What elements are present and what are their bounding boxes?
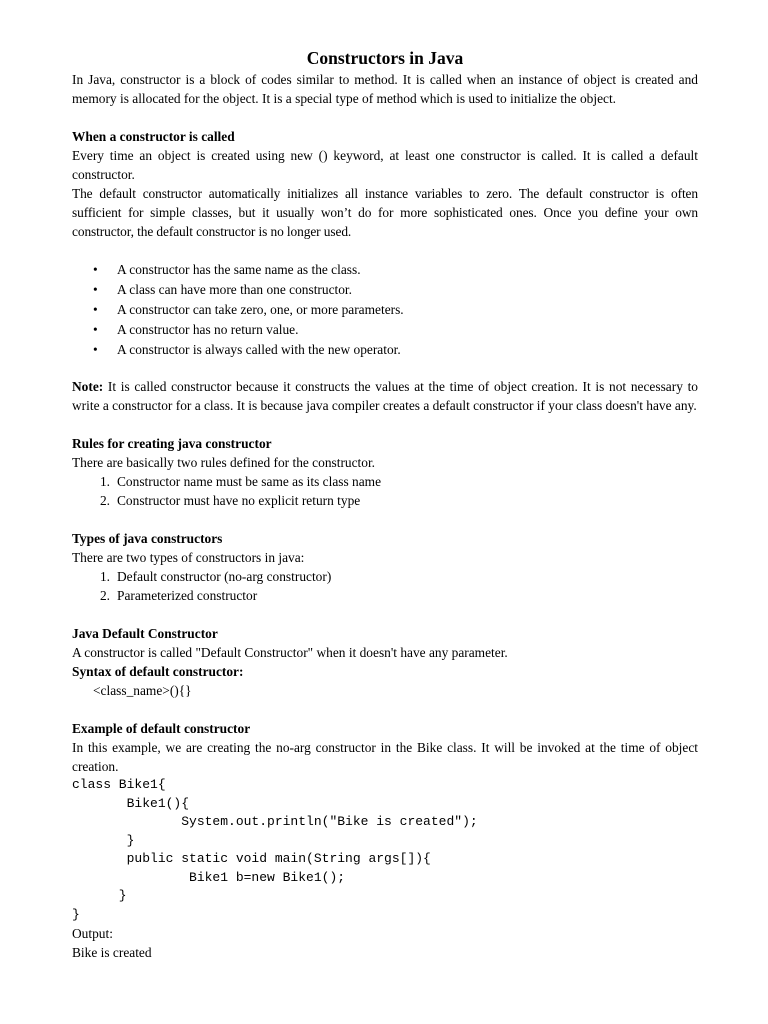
code-line: Bike1 b=new Bike1();: [72, 869, 346, 885]
default-constructor-text: A constructor is called "Default Constructor" when it doesn't have any parameter.: [72, 645, 508, 660]
list-item: [72, 586, 698, 605]
list-item: • A constructor has no return value.: [72, 320, 698, 340]
list-text: Constructor must have no explicit return type: [117, 493, 361, 508]
list-text: Parameterized constructor: [117, 588, 258, 603]
list-item: [72, 472, 698, 491]
list-item: • A constructor is always called with the new operator.: [72, 340, 698, 360]
when-called-heading: When a constructor is called: [72, 129, 235, 144]
list-item: [72, 567, 698, 586]
constructor-facts-list: [72, 260, 698, 360]
syntax-heading: Syntax of default constructor:: [72, 664, 244, 679]
list-text: Constructor name must be same as its class name: [117, 474, 382, 489]
code-line: }: [72, 832, 135, 848]
list-number: 2.: [99, 493, 110, 508]
list-number: 1.: [99, 474, 110, 489]
note-label: Note:: [72, 379, 104, 394]
document-content: [72, 46, 698, 962]
list-item: • A class can have more than one constructor.: [72, 280, 698, 300]
list-number: 1.: [99, 569, 110, 584]
list-item: [72, 491, 698, 510]
example-text: In this example, we are creating the no-arg constructor in the Bike class. It will be invoked at the time of object creation.: [72, 740, 698, 774]
list-number: 2.: [99, 588, 110, 603]
types-heading: Types of java constructors: [72, 531, 223, 546]
intro-paragraph: In Java, constructor is a block of codes similar to method. It is called when an instance of object is created and memory is allocated for the object. It is a special type of method which is used to initialize the object.: [72, 72, 698, 106]
when-called-paragraph-1: Every time an object is created using new () keyword, at least one constructor is called. It is called a default constructor.: [72, 148, 698, 182]
code-line: class Bike1{: [72, 777, 166, 792]
code-block: [72, 776, 698, 924]
list-text: Default constructor (no-arg constructor): [117, 569, 332, 584]
code-line: }: [72, 888, 127, 903]
types-intro: There are two types of constructors in java:: [72, 550, 305, 565]
note-paragraph: [72, 377, 698, 415]
when-called-paragraph-2: The default constructor automatically initializes all instance variables to zero. The default constructor is often sufficient for simple classes, but it usually won’t do for more sophisticated ones. Once you define your own constructor, the default constructor is no longer used.: [72, 186, 698, 239]
default-constructor-heading: Java Default Constructor: [72, 626, 218, 641]
code-line: System.out.println("Bike is created");: [72, 814, 478, 829]
code-line: }: [72, 906, 80, 922]
rules-heading: Rules for creating java constructor: [72, 436, 272, 451]
rules-intro: There are basically two rules defined for the constructor.: [72, 455, 376, 470]
page-title: Constructors in Java: [306, 48, 464, 68]
types-list: [72, 567, 698, 605]
list-item: • A constructor has the same name as the class.: [72, 260, 698, 280]
example-heading: Example of default constructor: [72, 721, 251, 736]
code-line: Bike1(){: [72, 795, 190, 811]
note-text: It is called constructor because it constructs the values at the time of object creation. It is not necessary to write a constructor for a class. It is because java compiler creates a default constructor if your class doesn't have any.: [72, 379, 698, 413]
output-label: Output:: [72, 926, 113, 941]
rules-list: [72, 472, 698, 510]
code-line: public static void main(String args[]){: [72, 851, 431, 866]
list-item: • A constructor can take zero, one, or more parameters.: [72, 300, 698, 320]
syntax-line: <class_name>(){}: [93, 683, 192, 698]
output-value: Bike is created: [72, 945, 152, 960]
